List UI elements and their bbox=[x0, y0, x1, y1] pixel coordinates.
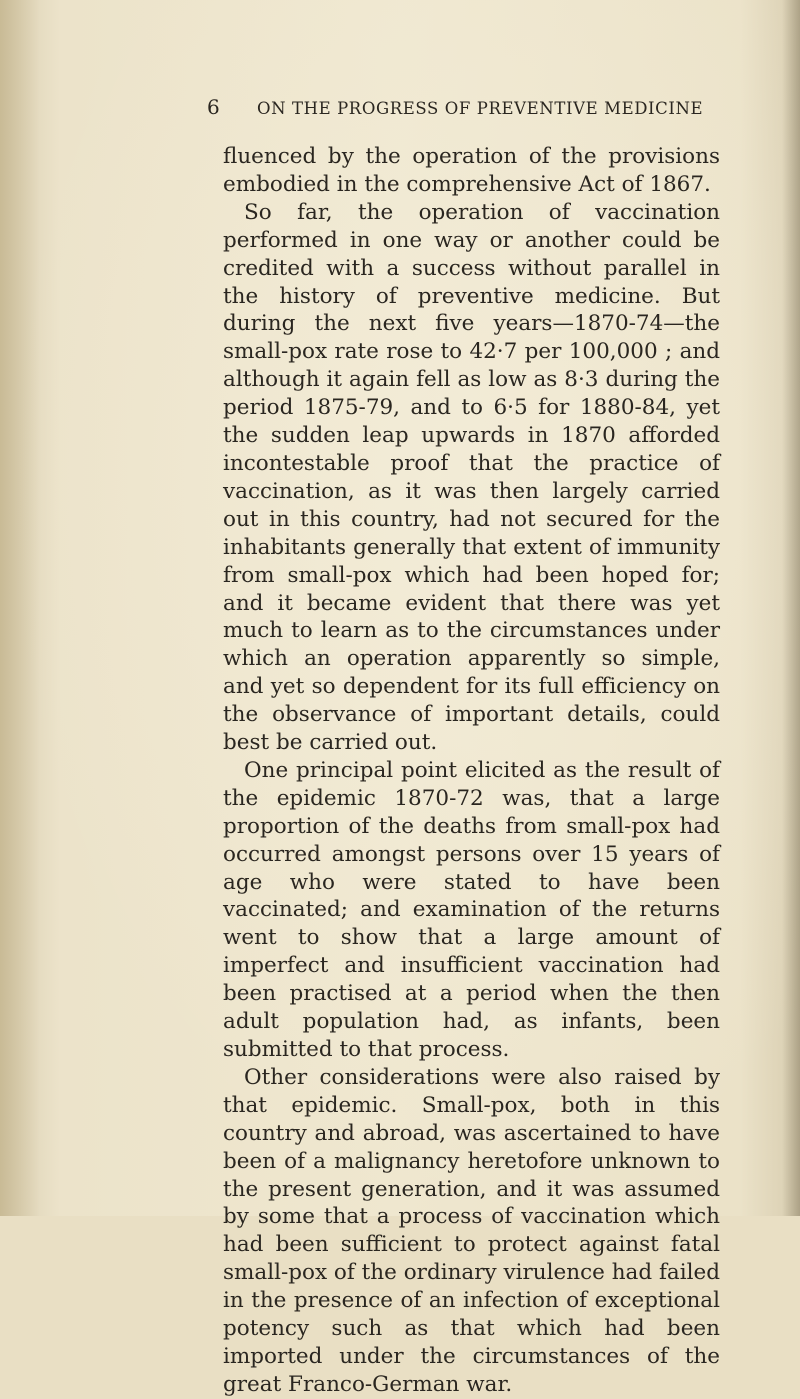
paragraph-1: fluenced by the operation of the provisions embodied in the comprehensive Act of 1867. bbox=[223, 144, 720, 197]
paragraph-2: So far, the operation of vaccination performed in one way or another could be credited with a success without parallel in the history of preventive medicine. But during the next five years—1870-74—the small-pox rate rose to 42·7 per 100,000 ; and although it again fell as low as 8·3 during the period 1875-79, and to 6·5 for 1880-84, yet the sudden leap upwards in 1870 afforded incontestable proof that the practice of vaccination, as it was then largely carried out in this country, had not secured for the inhabitants generally that extent of immunity from small-pox which had been hoped for; and it became evident that there was yet much to learn as to the circumstances under which an operation apparently so simple, and yet so dependent for its full efficiency on the observance of important details, could best be carried out. bbox=[223, 199, 720, 756]
paragraph-4: Other considerations were also raised by that epidemic. Small-pox, both in this country and abroad, was ascertained to have been of a malignancy heretofore unknown to the present generation, and it was assumed by some that a process of vaccination which had been sufficient to protect against fatal small-pox of the ordinary virulence had failed in the presence of an infection of exceptional potency such as that which had been imported under the circumstances of the great Franco-German war. bbox=[223, 1064, 720, 1397]
page-number: 6 bbox=[207, 95, 221, 119]
page-right-edge-shadow bbox=[782, 0, 800, 1216]
paragraph-3: One principal point elicited as the result of the epidemic 1870-72 was, that a large proportion of the deaths from small-pox had occurred amongst persons over 15 years of age who were stated to have been vaccinated; and examination of the returns went to show that a large amount of imperfect and insufficient vaccination had been practised at a period when the then adult population had, as infants, been submitted to that process. bbox=[223, 757, 720, 1062]
body-text bbox=[223, 143, 720, 1399]
page-left-edge bbox=[0, 0, 40, 1216]
running-title: ON THE PROGRESS OF PREVENTIVE MEDICINE bbox=[257, 99, 704, 118]
page-header bbox=[0, 95, 800, 135]
